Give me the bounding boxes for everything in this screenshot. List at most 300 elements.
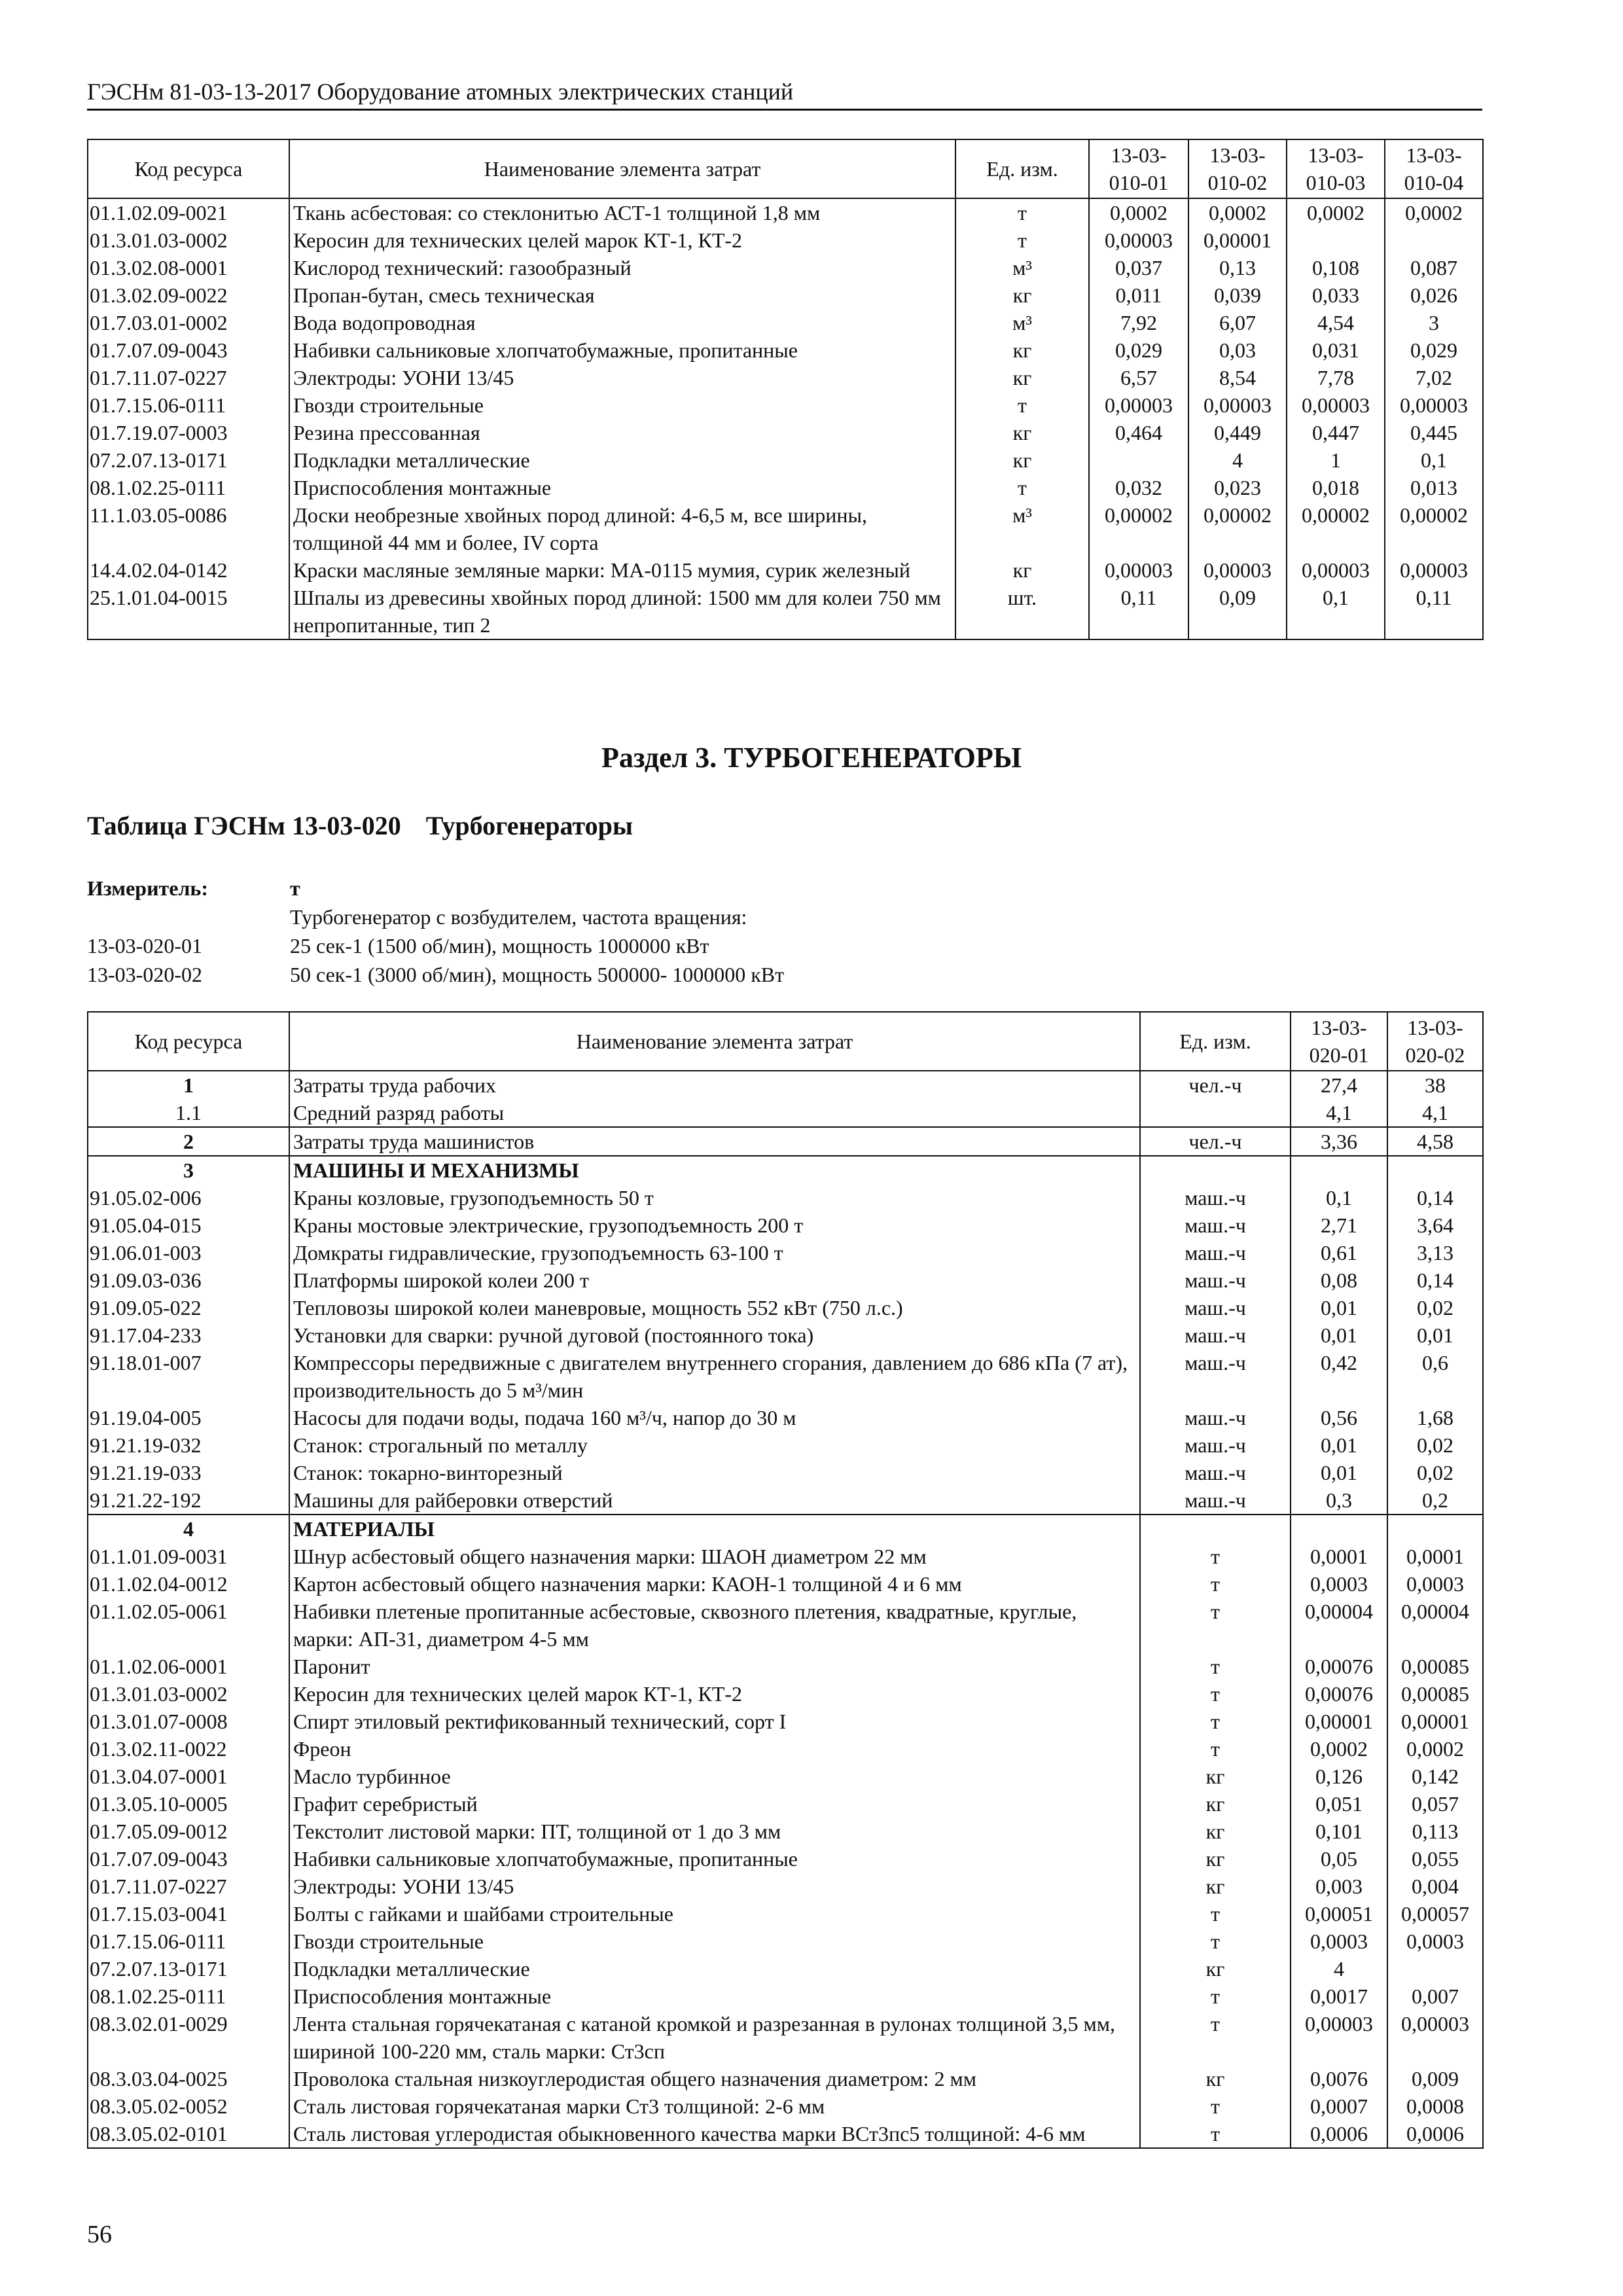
table-row	[88, 474, 1483, 501]
table-row	[88, 501, 1483, 556]
table-title-name: Турбогенераторы	[425, 811, 633, 840]
resource-name: Вода водопроводная	[289, 309, 955, 336]
unit: т	[955, 391, 1089, 419]
table-row	[88, 309, 1483, 336]
value-020-02: 0,113	[1387, 1818, 1483, 1845]
resource-code: 91.21.19-032	[88, 1431, 289, 1459]
value-020-01: 0,3	[1291, 1486, 1387, 1515]
value-010-04: 0,026	[1385, 281, 1483, 309]
table-row	[88, 1570, 1483, 1598]
resource-code: 01.3.01.03-0002	[88, 1680, 289, 1708]
unit: кг	[955, 419, 1089, 446]
resource-code: 1	[88, 1071, 289, 1099]
table-title-code: Таблица ГЭСНм 13-03-020	[87, 811, 401, 840]
table-row	[88, 2010, 1483, 2065]
unit: маш.-ч	[1140, 1239, 1291, 1266]
unit: кг	[955, 336, 1089, 364]
value-020-01: 0,08	[1291, 1266, 1387, 1294]
resource-code: 08.3.05.02-0101	[88, 2120, 289, 2148]
unit: т	[1140, 1598, 1291, 1653]
resource-name: Краны козловые, грузоподъемность 50 т	[289, 1184, 1140, 1211]
resource-name: Болты с гайками и шайбами строительные	[289, 1900, 1140, 1928]
unit: т	[1140, 1680, 1291, 1708]
value-010-04: 0,1	[1385, 446, 1483, 474]
value-020-01: 0,00001	[1291, 1708, 1387, 1735]
column-header: 13-03- 020-01	[1291, 1012, 1387, 1071]
resource-name: Станок: строгальный по металлу	[289, 1431, 1140, 1459]
resource-code: 14.4.02.04-0142	[88, 556, 289, 584]
value-020-02: 0,055	[1387, 1845, 1483, 1873]
unit: кг	[955, 281, 1089, 309]
resource-name: Картон асбестовый общего назначения марки: КАОН-1 толщиной 4 и 6 мм	[289, 1570, 1140, 1598]
value-010-04: 0,00002	[1385, 501, 1483, 556]
unit: т	[1140, 2010, 1291, 2065]
value-010-03: 0,108	[1287, 254, 1385, 281]
value-010-01: 0,00003	[1089, 391, 1188, 419]
resource-code: 01.7.15.03-0041	[88, 1900, 289, 1928]
value-010-03: 0,018	[1287, 474, 1385, 501]
resource-name: Лента стальная горячекатаная с катаной кромкой и разрезанная в рулонах толщиной 3,5 мм, шириной 100-220 мм, сталь марки: Ст3сп	[289, 2010, 1140, 2065]
column-header: 13-03- 010-02	[1188, 139, 1287, 198]
value-020-01: 0,0007	[1291, 2092, 1387, 2120]
value-020-01: 4	[1291, 1955, 1387, 1982]
resource-name: МАШИНЫ И МЕХАНИЗМЫ	[289, 1156, 1140, 1184]
unit	[1140, 1156, 1291, 1184]
resource-name: Гвозди строительные	[289, 1928, 1140, 1955]
table-row	[88, 254, 1483, 281]
value-020-02: 0,00004	[1387, 1598, 1483, 1653]
value-020-02: 0,02	[1387, 1459, 1483, 1486]
table-title	[87, 810, 658, 841]
value-010-02: 8,54	[1188, 364, 1287, 391]
value-020-02: 0,01	[1387, 1321, 1483, 1349]
value-020-01: 0,01	[1291, 1321, 1387, 1349]
value-020-01: 2,71	[1291, 1211, 1387, 1239]
table-row	[88, 1873, 1483, 1900]
value-010-03: 0,00002	[1287, 501, 1385, 556]
resource-table-010	[87, 139, 1484, 640]
column-header: Наименование элемента затрат	[289, 1012, 1140, 1071]
value-020-01: 0,61	[1291, 1239, 1387, 1266]
value-020-02: 3,13	[1387, 1239, 1483, 1266]
column-header: Код ресурса	[88, 139, 289, 198]
column-header: Ед. изм.	[1140, 1012, 1291, 1071]
value-020-01: 3,36	[1291, 1127, 1387, 1156]
unit: т	[1140, 1900, 1291, 1928]
value-020-01: 0,05	[1291, 1845, 1387, 1873]
value-020-02: 0,0002	[1387, 1735, 1483, 1763]
value-010-02: 0,039	[1188, 281, 1287, 309]
value-010-02: 6,07	[1188, 309, 1287, 336]
resource-table-020	[87, 1011, 1484, 2149]
value-020-01: 0,00051	[1291, 1900, 1387, 1928]
column-header: Код ресурса	[88, 1012, 289, 1071]
value-010-01: 0,00003	[1089, 226, 1188, 254]
resource-name: Затраты труда рабочих	[289, 1071, 1140, 1099]
resource-code: 01.3.01.03-0002	[88, 226, 289, 254]
resource-code: 08.1.02.25-0111	[88, 474, 289, 501]
value-010-02: 0,023	[1188, 474, 1287, 501]
value-010-01: 0,00003	[1089, 556, 1188, 584]
resource-code: 91.05.04-015	[88, 1211, 289, 1239]
resource-code: 01.7.03.01-0002	[88, 309, 289, 336]
value-020-02	[1387, 1156, 1483, 1184]
value-020-02: 0,057	[1387, 1790, 1483, 1818]
value-010-02: 0,449	[1188, 419, 1287, 446]
value-010-03: 0,031	[1287, 336, 1385, 364]
resource-code: 01.7.11.07-0227	[88, 1873, 289, 1900]
meter-item-text: 25 сек-1 (1500 об/мин), мощность 1000000 кВт	[290, 934, 709, 958]
unit: маш.-ч	[1140, 1184, 1291, 1211]
table-row	[88, 2065, 1483, 2092]
value-020-01: 0,051	[1291, 1790, 1387, 1818]
unit: т	[1140, 2092, 1291, 2120]
value-020-02: 0,00001	[1387, 1708, 1483, 1735]
table-row	[88, 1818, 1483, 1845]
table-row	[88, 1790, 1483, 1818]
value-020-02: 0,00057	[1387, 1900, 1483, 1928]
resource-code: 91.09.05-022	[88, 1294, 289, 1321]
value-020-01: 0,126	[1291, 1763, 1387, 1790]
unit: т	[1140, 1570, 1291, 1598]
resource-name: Керосин для технических целей марок КТ-1, КТ-2	[289, 226, 955, 254]
value-010-01: 0,037	[1089, 254, 1188, 281]
table-row	[88, 446, 1483, 474]
resource-code: 01.7.11.07-0227	[88, 364, 289, 391]
resource-code: 91.21.22-192	[88, 1486, 289, 1515]
resource-code: 3	[88, 1156, 289, 1184]
resource-code: 91.09.03-036	[88, 1266, 289, 1294]
table-row	[88, 1404, 1483, 1431]
value-010-02: 0,0002	[1188, 198, 1287, 226]
unit: кг	[1140, 1790, 1291, 1818]
value-010-04: 3	[1385, 309, 1483, 336]
resource-code: 91.21.19-033	[88, 1459, 289, 1486]
table-row	[88, 1266, 1483, 1294]
table-row	[88, 1431, 1483, 1459]
resource-name: Платформы широкой колеи 200 т	[289, 1266, 1140, 1294]
running-header: ГЭСНм 81-03-13-2017 Оборудование атомных электрических станций	[87, 77, 1482, 111]
resource-code: 08.3.05.02-0052	[88, 2092, 289, 2120]
value-010-04: 0,11	[1385, 584, 1483, 639]
resource-name: Приспособления монтажные	[289, 474, 955, 501]
value-020-02: 0,0006	[1387, 2120, 1483, 2148]
unit: кг	[1140, 1763, 1291, 1790]
table-row	[88, 1321, 1483, 1349]
value-010-01: 0,00002	[1089, 501, 1188, 556]
value-010-04	[1385, 226, 1483, 254]
value-010-01: 6,57	[1089, 364, 1188, 391]
value-020-02: 0,2	[1387, 1486, 1483, 1515]
resource-code: 1.1	[88, 1099, 289, 1127]
value-010-04: 0,445	[1385, 419, 1483, 446]
value-010-03: 4,54	[1287, 309, 1385, 336]
value-010-02: 0,13	[1188, 254, 1287, 281]
column-header: 13-03- 010-03	[1287, 139, 1385, 198]
value-020-02: 0,009	[1387, 2065, 1483, 2092]
table-row	[88, 391, 1483, 419]
value-020-02: 0,007	[1387, 1982, 1483, 2010]
unit: т	[1140, 1735, 1291, 1763]
table-row	[88, 1900, 1483, 1928]
unit: маш.-ч	[1140, 1211, 1291, 1239]
resource-code: 07.2.07.13-0171	[88, 446, 289, 474]
value-020-02: 4,1	[1387, 1099, 1483, 1127]
table-row	[88, 1955, 1483, 1982]
section-title: Раздел 3. ТУРБОГЕНЕРАТОРЫ	[601, 742, 1022, 774]
value-020-01: 0,0076	[1291, 2065, 1387, 2092]
unit: маш.-ч	[1140, 1349, 1291, 1404]
resource-code: 91.19.04-005	[88, 1404, 289, 1431]
meter-unit: т	[290, 876, 300, 900]
value-020-02: 0,0001	[1387, 1543, 1483, 1570]
table-header-row	[88, 139, 1483, 198]
resource-code: 4	[88, 1515, 289, 1543]
table-row	[88, 1099, 1483, 1127]
resource-name: Сталь листовая углеродистая обыкновенного качества марки ВСт3пс5 толщиной: 4-6 мм	[289, 2120, 1140, 2148]
value-010-03	[1287, 226, 1385, 254]
value-020-02: 4,58	[1387, 1127, 1483, 1156]
value-020-01: 0,0001	[1291, 1543, 1387, 1570]
value-010-01: 0,11	[1089, 584, 1188, 639]
resource-name: Компрессоры передвижные с двигателем внутреннего сгорания, давлением до 686 кПа (7 ат), производительность до 5 м³/мин	[289, 1349, 1140, 1404]
value-010-03: 0,033	[1287, 281, 1385, 309]
table-row	[88, 281, 1483, 309]
resource-name: Средний разряд работы	[289, 1099, 1140, 1127]
resource-name: Станок: токарно-винторезный	[289, 1459, 1140, 1486]
table-row	[88, 556, 1483, 584]
resource-name: Керосин для технических целей марок КТ-1, КТ-2	[289, 1680, 1140, 1708]
value-020-01: 0,00076	[1291, 1653, 1387, 1680]
resource-name: Подкладки металлические	[289, 446, 955, 474]
resource-code: 08.1.02.25-0111	[88, 1982, 289, 2010]
resource-code: 01.1.02.05-0061	[88, 1598, 289, 1653]
resource-code: 07.2.07.13-0171	[88, 1955, 289, 1982]
resource-name: Краски масляные земляные марки: МА-0115 мумия, сурик железный	[289, 556, 955, 584]
resource-name: Электроды: УОНИ 13/45	[289, 1873, 1140, 1900]
table-row	[88, 1543, 1483, 1570]
value-020-02: 0,6	[1387, 1349, 1483, 1404]
value-020-01: 0,01	[1291, 1431, 1387, 1459]
value-020-01: 0,0003	[1291, 1928, 1387, 1955]
value-010-01: 0,464	[1089, 419, 1188, 446]
value-010-03: 0,00003	[1287, 391, 1385, 419]
resource-code: 01.3.04.07-0001	[88, 1763, 289, 1790]
meter-item-code: 13-03-020-01	[87, 934, 202, 958]
value-020-02: 0,02	[1387, 1431, 1483, 1459]
section-row	[88, 1071, 1483, 1099]
resource-name: МАТЕРИАЛЫ	[289, 1515, 1140, 1543]
resource-name: Фреон	[289, 1735, 1140, 1763]
value-010-03: 0,0002	[1287, 198, 1385, 226]
unit: т	[1140, 2120, 1291, 2148]
value-010-02: 0,00002	[1188, 501, 1287, 556]
value-020-01: 0,0006	[1291, 2120, 1387, 2148]
unit: м³	[955, 254, 1089, 281]
value-010-01	[1089, 446, 1188, 474]
value-010-04: 0,029	[1385, 336, 1483, 364]
table-row	[88, 1928, 1483, 1955]
value-010-02: 0,09	[1188, 584, 1287, 639]
resource-name: Краны мостовые электрические, грузоподъемность 200 т	[289, 1211, 1140, 1239]
value-020-02: 0,14	[1387, 1184, 1483, 1211]
resource-name: Кислород технический: газообразный	[289, 254, 955, 281]
resource-code: 01.3.01.07-0008	[88, 1708, 289, 1735]
table-row	[88, 1486, 1483, 1515]
column-header: Ед. изм.	[955, 139, 1089, 198]
resource-name: Проволока стальная низкоуглеродистая общего назначения диаметром: 2 мм	[289, 2065, 1140, 2092]
table-row	[88, 226, 1483, 254]
value-020-02	[1387, 1515, 1483, 1543]
resource-code: 01.7.15.06-0111	[88, 1928, 289, 1955]
unit: чел.-ч	[1140, 1127, 1291, 1156]
unit: т	[955, 198, 1089, 226]
table-row	[88, 2120, 1483, 2148]
unit	[1140, 1099, 1291, 1127]
value-010-01: 0,0002	[1089, 198, 1188, 226]
value-020-01: 4,1	[1291, 1099, 1387, 1127]
table-row	[88, 1349, 1483, 1404]
resource-code: 01.3.05.10-0005	[88, 1790, 289, 1818]
resource-name: Тепловозы широкой колеи маневровые, мощность 552 кВт (750 л.с.)	[289, 1294, 1140, 1321]
value-010-04: 0,087	[1385, 254, 1483, 281]
resource-name: Подкладки металлические	[289, 1955, 1140, 1982]
unit: м³	[955, 501, 1089, 556]
value-020-02	[1387, 1955, 1483, 1982]
table-row	[88, 1184, 1483, 1211]
table-row	[88, 336, 1483, 364]
unit: маш.-ч	[1140, 1404, 1291, 1431]
resource-code: 11.1.03.05-0086	[88, 501, 289, 556]
value-020-01: 0,00004	[1291, 1598, 1387, 1653]
unit: т	[955, 226, 1089, 254]
table-header-row	[88, 1012, 1483, 1071]
table-row	[88, 584, 1483, 639]
table-row	[88, 1598, 1483, 1653]
table-row	[88, 1294, 1483, 1321]
meter-label: Измеритель:	[87, 876, 208, 900]
table-row	[88, 198, 1483, 226]
resource-name: Текстолит листовой марки: ПТ, толщиной от 1 до 3 мм	[289, 1818, 1140, 1845]
value-020-02: 1,68	[1387, 1404, 1483, 1431]
resource-code: 91.06.01-003	[88, 1239, 289, 1266]
value-010-01: 0,011	[1089, 281, 1188, 309]
unit: кг	[955, 556, 1089, 584]
unit: т	[955, 474, 1089, 501]
value-010-04: 0,0002	[1385, 198, 1483, 226]
column-header: 13-03- 010-04	[1385, 139, 1483, 198]
value-010-01: 0,032	[1089, 474, 1188, 501]
resource-name: Шпалы из древесины хвойных пород длиной: 1500 мм для колеи 750 мм непропитанные, тип 2	[289, 584, 955, 639]
resource-name: Ткань асбестовая: со стеклонитью АСТ-1 толщиной 1,8 мм	[289, 198, 955, 226]
resource-name: Гвозди строительные	[289, 391, 955, 419]
unit: маш.-ч	[1140, 1431, 1291, 1459]
unit: т	[1140, 1928, 1291, 1955]
resource-name: Насосы для подачи воды, подача 160 м³/ч, напор до 30 м	[289, 1404, 1140, 1431]
unit: кг	[955, 364, 1089, 391]
value-020-01: 0,56	[1291, 1404, 1387, 1431]
value-010-03: 0,00003	[1287, 556, 1385, 584]
value-010-01: 7,92	[1089, 309, 1188, 336]
resource-name: Затраты труда машинистов	[289, 1127, 1140, 1156]
resource-code: 01.1.02.09-0021	[88, 198, 289, 226]
value-020-02: 0,02	[1387, 1294, 1483, 1321]
resource-name: Пропан-бутан, смесь техническая	[289, 281, 955, 309]
unit: м³	[955, 309, 1089, 336]
resource-name: Спирт этиловый ректификованный технический, сорт I	[289, 1708, 1140, 1735]
resource-code: 01.3.02.11-0022	[88, 1735, 289, 1763]
unit: чел.-ч	[1140, 1071, 1291, 1099]
table-row	[88, 2092, 1483, 2120]
column-header: 13-03- 010-01	[1089, 139, 1188, 198]
unit: т	[1140, 1653, 1291, 1680]
value-010-04: 0,00003	[1385, 556, 1483, 584]
value-020-02: 0,00085	[1387, 1653, 1483, 1680]
table-row	[88, 1653, 1483, 1680]
table-row	[88, 1845, 1483, 1873]
unit	[1140, 1515, 1291, 1543]
unit: т	[1140, 1708, 1291, 1735]
value-020-01: 27,4	[1291, 1071, 1387, 1099]
value-010-01: 0,029	[1089, 336, 1188, 364]
resource-code: 91.05.02-006	[88, 1184, 289, 1211]
unit: маш.-ч	[1140, 1294, 1291, 1321]
resource-code: 2	[88, 1127, 289, 1156]
value-010-04: 7,02	[1385, 364, 1483, 391]
resource-code: 91.18.01-007	[88, 1349, 289, 1404]
resource-code: 01.1.02.04-0012	[88, 1570, 289, 1598]
value-020-02: 0,0008	[1387, 2092, 1483, 2120]
value-020-02: 0,14	[1387, 1266, 1483, 1294]
table-row	[88, 1763, 1483, 1790]
value-020-02: 0,004	[1387, 1873, 1483, 1900]
value-020-02: 3,64	[1387, 1211, 1483, 1239]
resource-name: Машины для райберовки отверстий	[289, 1486, 1140, 1515]
resource-name: Приспособления монтажные	[289, 1982, 1140, 2010]
value-010-04: 0,013	[1385, 474, 1483, 501]
unit: кг	[1140, 1818, 1291, 1845]
resource-name: Домкраты гидравлические, грузоподъемность 63-100 т	[289, 1239, 1140, 1266]
value-020-01: 0,1	[1291, 1184, 1387, 1211]
unit: кг	[1140, 1873, 1291, 1900]
value-010-02: 0,00003	[1188, 556, 1287, 584]
meter-block	[87, 874, 784, 989]
unit: т	[1140, 1982, 1291, 2010]
value-020-01: 0,003	[1291, 1873, 1387, 1900]
meter-item-text: 50 сек-1 (3000 об/мин), мощность 500000- 1000000 кВт	[290, 963, 785, 986]
value-010-02: 0,03	[1188, 336, 1287, 364]
unit: маш.-ч	[1140, 1486, 1291, 1515]
table-row	[88, 1459, 1483, 1486]
resource-name: Паронит	[289, 1653, 1140, 1680]
table-row	[88, 1708, 1483, 1735]
resource-code: 01.3.02.09-0022	[88, 281, 289, 309]
unit: маш.-ч	[1140, 1266, 1291, 1294]
resource-code: 01.7.05.09-0012	[88, 1818, 289, 1845]
value-020-02: 38	[1387, 1071, 1483, 1099]
value-020-01	[1291, 1515, 1387, 1543]
unit: кг	[1140, 1955, 1291, 1982]
value-020-02: 0,0003	[1387, 1928, 1483, 1955]
value-020-01: 0,00003	[1291, 2010, 1387, 2065]
value-020-02: 0,00085	[1387, 1680, 1483, 1708]
resource-name: Набивки сальниковые хлопчатобумажные, пропитанные	[289, 336, 955, 364]
resource-code: 01.7.07.09-0043	[88, 1845, 289, 1873]
table-row	[88, 1735, 1483, 1763]
table-row	[88, 1239, 1483, 1266]
resource-code: 08.3.02.01-0029	[88, 2010, 289, 2065]
resource-code: 01.7.15.06-0111	[88, 391, 289, 419]
